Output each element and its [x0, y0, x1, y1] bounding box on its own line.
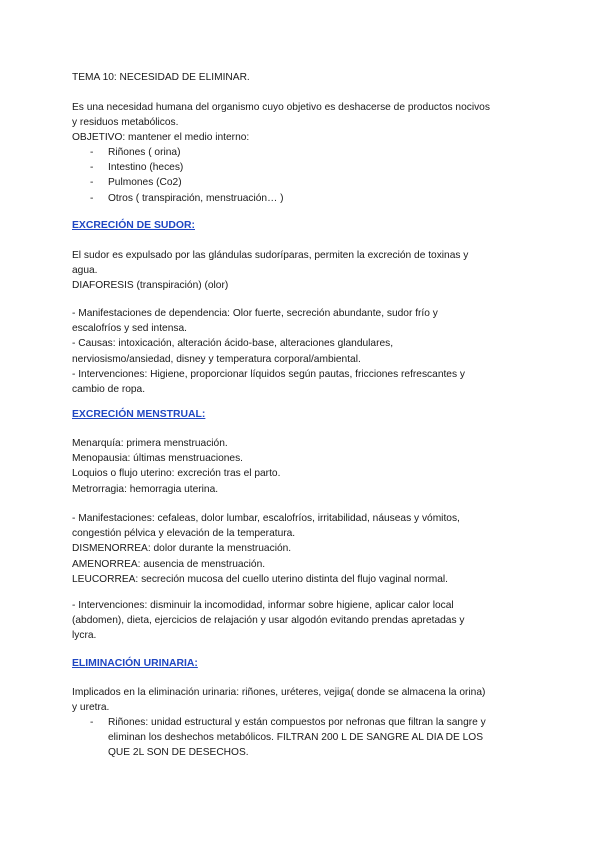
text-line: Implicados en la eliminación urinaria: riñones, uréteres, vejiga( donde se almacena la orina)	[72, 687, 486, 698]
section-heading-sudor: EXCRECIÓN DE SUDOR:	[72, 220, 195, 231]
text-line: LEUCORREA: secreción mucosa del cuello uterino distinta del flujo vaginal normal.	[72, 573, 448, 585]
text-line: cambio de ropa.	[72, 384, 146, 396]
text-line: El sudor es expulsado por las glándulas sudoríparas, permiten la excreción de toxinas y	[72, 250, 469, 261]
text-line: y uretra.	[72, 702, 110, 714]
sudor-paragraph	[72, 248, 534, 294]
text-line: Menopausia: últimas menstruaciones.	[72, 453, 244, 465]
menstrual-interventions	[72, 598, 534, 644]
dash-bullet: -	[90, 192, 94, 204]
text-line: lycra.	[72, 630, 97, 642]
text-line: AMENORREA: ausencia de menstruación.	[72, 558, 266, 570]
text-line: eliminan los deshechos metabólicos. FILTRAN 200 L DE SANGRE AL DIA DE LOS	[108, 732, 484, 744]
text-line: OBJETIVO: mantener el medio interno:	[72, 132, 250, 144]
dash-bullet: -	[90, 717, 94, 728]
text-line: - Causas: intoxicación, alteración ácido-base, alteraciones glandulares,	[72, 338, 394, 350]
section-heading-urinaria: ELIMINACIÓN URINARIA:	[72, 658, 198, 669]
text-line: - Intervenciones: disminuir la incomodidad, informar sobre higiene, aplicar calor local	[72, 600, 454, 611]
text-line: DISMENORREA: dolor durante la menstruación.	[72, 543, 292, 555]
intro-paragraph	[72, 100, 534, 146]
text-line: Metrorragia: hemorragia uterina.	[72, 483, 219, 495]
text-line: - Manifestaciones: cefaleas, dolor lumbar, escalofríos, irritabilidad, náuseas y vómitos,	[72, 513, 460, 524]
list-item: - Otros ( transpiración, menstruación… )	[90, 191, 552, 206]
document-title: TEMA 10: NECESIDAD DE ELIMINAR.	[72, 72, 250, 83]
text-line: nerviosismo/ansiedad, disney y temperatura corporal/ambiental.	[72, 353, 361, 365]
dash-bullet: -	[90, 177, 94, 189]
list-item	[90, 715, 540, 761]
list-item: - Pulmones (Co2)	[90, 175, 552, 190]
objective-list	[90, 145, 552, 206]
section-heading-menstrual: EXCRECIÓN MENSTRUAL:	[72, 409, 206, 420]
text-line: Es una necesidad humana del organismo cuyo objetivo es deshacerse de productos nocivos	[72, 102, 490, 113]
text-line: DIAFORESIS (transpiración) (olor)	[72, 280, 229, 292]
list-item: - Intestino (heces)	[90, 160, 552, 175]
text-line: congestión pélvica y elevación de la temperatura.	[72, 528, 296, 540]
text-line: Loquios o flujo uterino: excreción tras el parto.	[72, 468, 281, 480]
text-line: - Intervenciones: Higiene, proporcionar líquidos según pautas, fricciones refrescantes y	[72, 368, 465, 380]
urinaria-list	[90, 715, 540, 761]
text-line: agua.	[72, 265, 98, 277]
dash-bullet: -	[90, 162, 94, 174]
menstrual-definitions	[72, 436, 534, 497]
text-line: - Manifestaciones de dependencia: Olor fuerte, secreción abundante, sudor frío y	[72, 308, 438, 319]
text-line: Menarquía: primera menstruación.	[72, 438, 228, 449]
text-line: Riñones: unidad estructural y están compuestos por nefronas que filtran la sangre y	[108, 717, 486, 728]
menstrual-manifestations	[72, 511, 534, 587]
sudor-details	[72, 306, 534, 397]
dash-bullet: -	[90, 147, 94, 158]
list-item: - Riñones ( orina)	[90, 145, 552, 160]
text-line: escalofríos y sed intensa.	[72, 323, 187, 335]
text-line: y residuos metabólicos.	[72, 117, 179, 129]
text-line: (abdomen), dieta, ejercicios de relajación y usar algodón evitando prendas apretadas y	[72, 615, 465, 627]
urinaria-paragraph	[72, 685, 534, 715]
text-line: QUE 2L SON DE DESECHOS.	[108, 747, 249, 759]
